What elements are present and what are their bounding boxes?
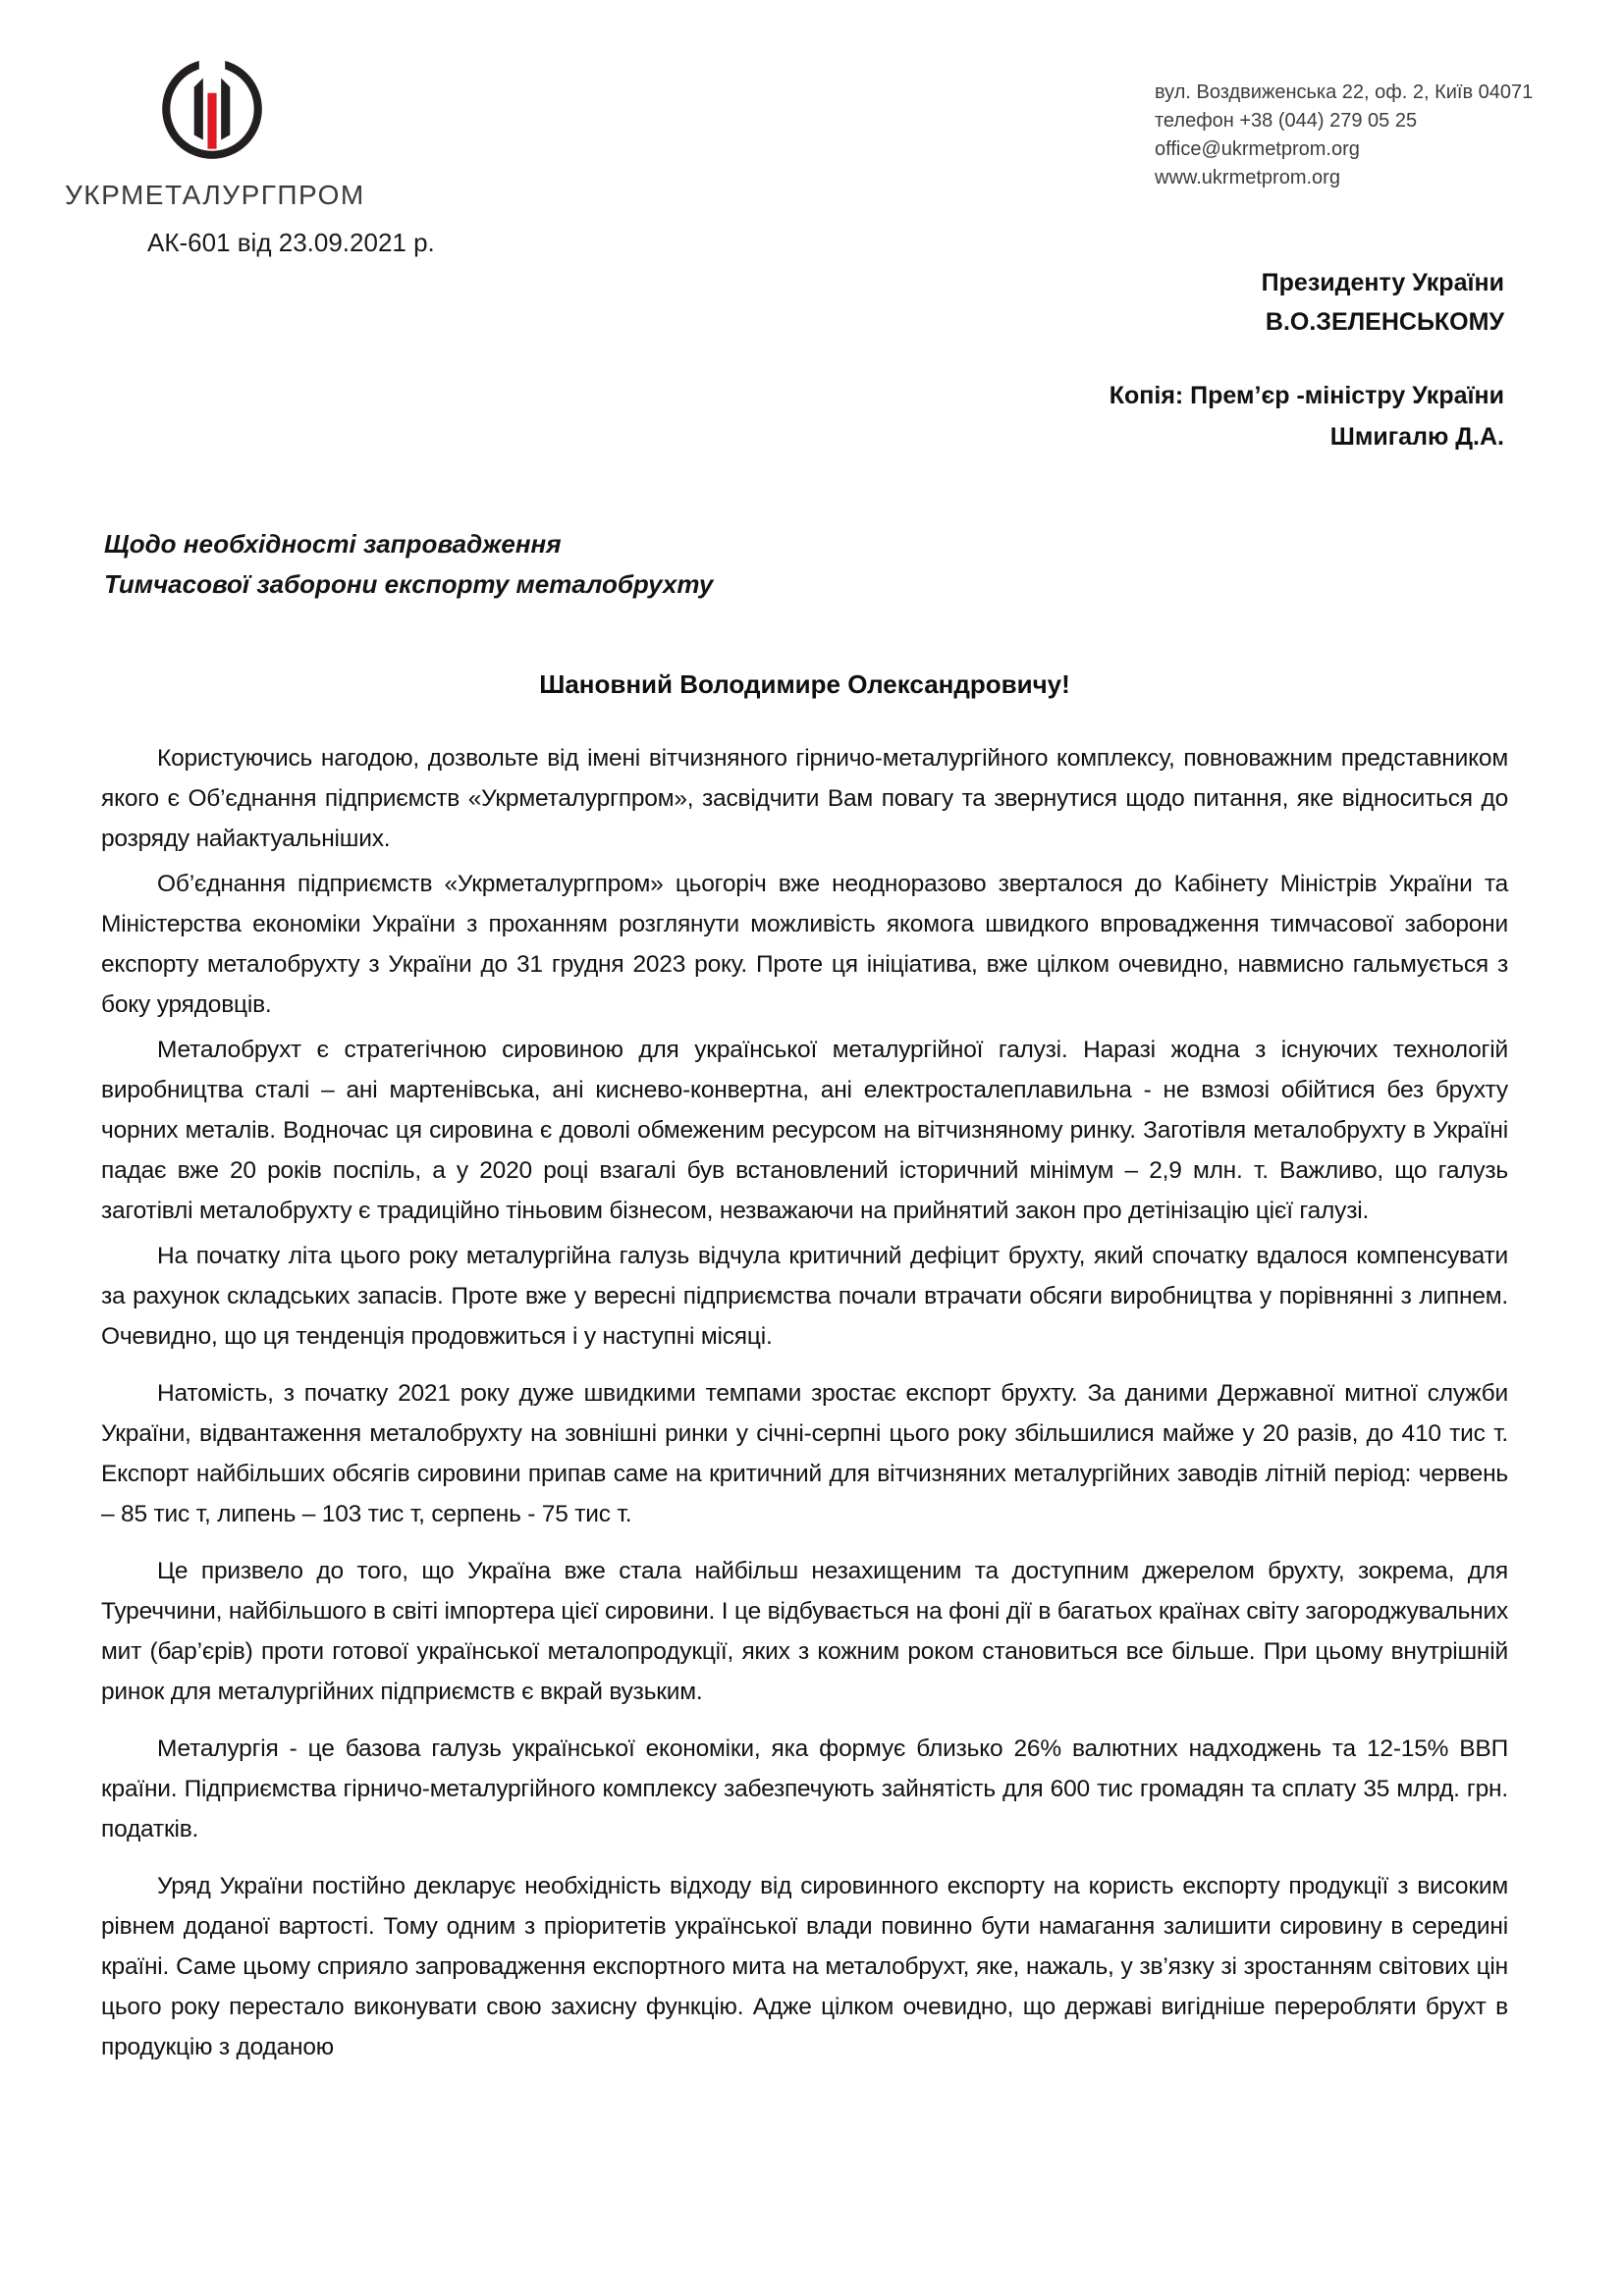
contact-block — [1155, 79, 1533, 192]
contact-address: вул. Воздвиженська 22, оф. 2, Київ 04071 — [1155, 81, 1534, 103]
subject-block — [104, 524, 713, 605]
letter-body — [101, 738, 1508, 2067]
body-paragraph: На початку літа цього року металургійна галузь відчула критичний дефіцит брухту, який спочатку вдалося компенсувати за рахунок складських запасів. Проте вже у вересні підприємства почали втрачати обсяги виробництва у порівнянні з липнем. Очевидно, що ця тенденція продовжиться і у наступні місяці. — [101, 1243, 1508, 1350]
body-paragraph: Користуючись нагодою, дозвольте від імені вітчизняного гірничо-металургійного комплексу, повноважним представником якого є Об’єднання підприємств «Укрметалургпром», засвідчити Вам повагу та звернутися щодо питання, яке відноситься до розряду найактуальніших. — [101, 745, 1508, 852]
recipient-name: В.О.ЗЕЛЕНСЬКОМУ — [1265, 308, 1504, 336]
subject-line-1: Щодо необхідності запровадження — [104, 529, 562, 559]
copy-recipient-block — [1110, 375, 1504, 457]
company-logo-icon — [152, 47, 272, 169]
company-logo — [65, 47, 365, 211]
body-paragraph: Натомість, з початку 2021 року дуже швидкими темпами зростає експорт брухту. За даними Державної митної служби України, відвантаження металобрухту на зовнішні ринки у січні-серпні цього року збільшилися майже у 20 разів, до 410 тис т. Експорт найбільших обсягів сировини припав саме на критичний для вітчизняних металургійних заводів літній період: червень – 85 тис т, липень – 103 тис т, серпень - 75 тис т. — [101, 1380, 1508, 1527]
contact-phone: телефон +38 (044) 279 05 25 — [1155, 110, 1418, 132]
reference-number: АК-601 від 23.09.2021 р. — [147, 228, 435, 257]
body-paragraph: Об’єднання підприємств «Укрметалургпром» цьогоріч вже неодноразово зверталося до Кабінету Міністрів України та Міністерства економіки України з проханням розглянути можливість якомога швидкого впровадження тимчасової заборони експорту металобрухту з України до 31 грудня 2023 року. Проте ця ініціатива, вже цілком очевидно, навмисно гальмується з боку урядовців. — [101, 871, 1508, 1018]
subject-line-2: Тимчасової заборони експорту металобрухту — [104, 569, 714, 599]
body-paragraph: Металобрухт є стратегічною сировиною для української металургійної галузі. Наразі жодна з існуючих технологій виробництва сталі – ані мартенівська, ані киснево-конвертна, ані електросталеплавильна - не взмозі обійтися без брухту чорних металів. Водночас ця сировина є доволі обмеженим ресурсом на вітчизняному ринку. Заготівля металобрухту в Україні падає вже 20 років поспіль, а у 2020 році взагалі був встановлений історичний мінімум – 2,9 млн. т. Важливо, що галузь заготівлі металобрухту є традиційно тіньовим бізнесом, незважаючи на прийнятий закон про детінізацію цієї галузі. — [101, 1037, 1508, 1224]
copy-recipient-name: Шмигалю Д.А. — [1329, 423, 1504, 451]
salutation: Шановний Володимире Олександровичу! — [539, 669, 1070, 699]
body-paragraph: Уряд України постійно декларує необхідність відходу від сировинного експорту на користь експорту продукції з високим рівнем доданої вартості. Тому одним з пріоритетів української влади повинно бути намагання залишити сировину в середині країні. Саме цьому сприяло запровадження експортного мита на металобрухт, яке, нажаль, у зв’язку зі зростанням світових цін цього року перестало виконувати свою захисну функцію. Адже цілком очевидно, що державі вигідніше переробляти брухт в продукцію з доданою — [101, 1873, 1508, 2060]
recipient-block — [1262, 263, 1504, 342]
copy-recipient-title: Копія: Прем’єр -міністру України — [1109, 382, 1504, 409]
body-paragraph: Це призвело до того, що Україна вже стала найбільш незахищеним та доступним джерелом брухту, зокрема, для Туреччини, найбільшого в світі імпортера цієї сировини. І це відбувається на фоні дії в багатьох країнах світу загороджувальних мит (бар’єрів) проти готової української металопродукції, яких з кожним роком становиться все більше. При цьому внутрішній ринок для металургійних підприємств є вкрай вузьким. — [101, 1558, 1508, 1705]
body-paragraph: Металургія - це базова галузь української економіки, яка формує близько 26% валютних надходжень та 12-15% ВВП країни. Підприємства гірничо-металургійного комплексу забезпечують зайнятість для 600 тис громадян та сплату 35 млрд. грн. податків. — [101, 1735, 1508, 1842]
company-name: УКРМЕТАЛУРГПРОМ — [65, 180, 365, 210]
contact-website: www.ukrmetprom.org — [1155, 167, 1340, 188]
contact-email: office@ukrmetprom.org — [1155, 138, 1360, 160]
recipient-title: Президенту України — [1261, 269, 1504, 296]
